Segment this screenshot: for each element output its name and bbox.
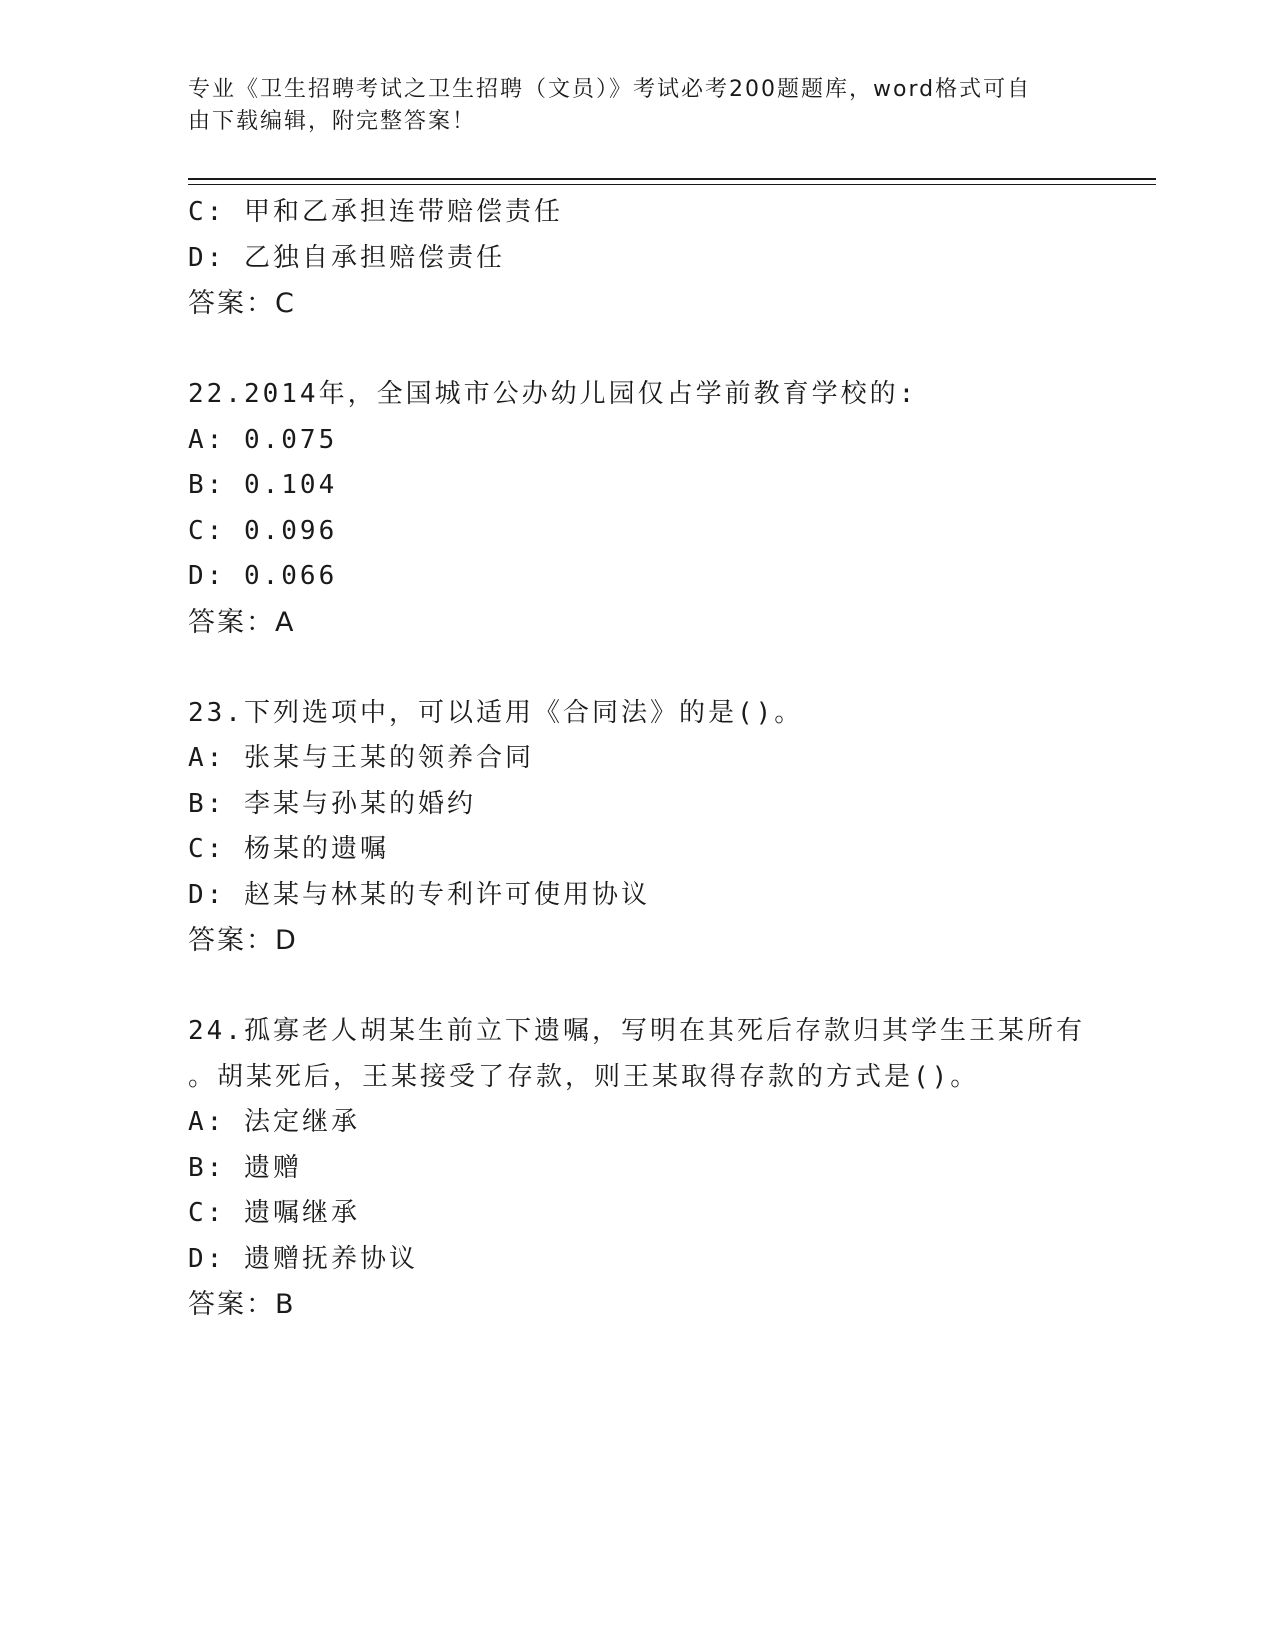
option-d: D: 0.066 [188, 561, 338, 591]
question-block-prev [188, 190, 1088, 327]
header-line-1: 专业《卫生招聘考试之卫生招聘（文员）》考试必考200题题库，word格式可自 [188, 77, 1032, 102]
option-d: D: 乙独自承担赔偿责任 [188, 242, 505, 273]
spacer [188, 645, 1088, 691]
question-title-line-1: 24.孤寡老人胡某生前立下遗嘱，写明在其死后存款归其学生王某所有 [188, 1016, 1085, 1046]
question-title: 23.下列选项中，可以适用《合同法》的是()。 [188, 697, 804, 728]
answer-label: 答案：D [188, 925, 298, 956]
spacer [188, 327, 1088, 373]
header-divider-thick [188, 178, 1156, 180]
answer-label: 答案：A [188, 606, 296, 638]
answer-label: 答案：C [188, 288, 296, 319]
question-list [188, 190, 1088, 1328]
option-a: A: 0.075 [188, 424, 338, 455]
question-title: 22.2014年，全国城市公办幼儿园仅占学前教育学校的: [188, 379, 918, 409]
option-d: D: 赵某与林某的专利许可使用协议 [188, 879, 650, 910]
header-line-2: 由下载编辑，附完整答案！ [188, 109, 477, 134]
option-b: B: 遗赠 [188, 1152, 302, 1183]
question-block-24 [188, 1009, 1088, 1328]
option-c: C: 0.096 [188, 515, 338, 546]
spacer [188, 964, 1088, 1010]
option-c: C: 甲和乙承担连带赔偿责任 [188, 197, 563, 227]
question-title-line-2: 。胡某死后，王某接受了存款，则王某取得存款的方式是()。 [188, 1061, 980, 1092]
answer-label: 答案：B [188, 1289, 296, 1320]
option-b: B: 李某与孙某的婚约 [188, 788, 476, 819]
question-block-22 [188, 372, 1088, 645]
option-d: D: 遗赠抚养协议 [188, 1243, 418, 1274]
option-b: B: 0.104 [188, 470, 338, 500]
option-a: A: 法定继承 [188, 1107, 360, 1137]
question-block-23 [188, 691, 1088, 964]
header-divider-thin [188, 184, 1156, 185]
option-c: C: 杨某的遗嘱 [188, 834, 389, 864]
option-c: C: 遗嘱继承 [188, 1198, 360, 1228]
option-a: A: 张某与王某的领养合同 [188, 743, 534, 773]
document-header [188, 74, 1068, 138]
